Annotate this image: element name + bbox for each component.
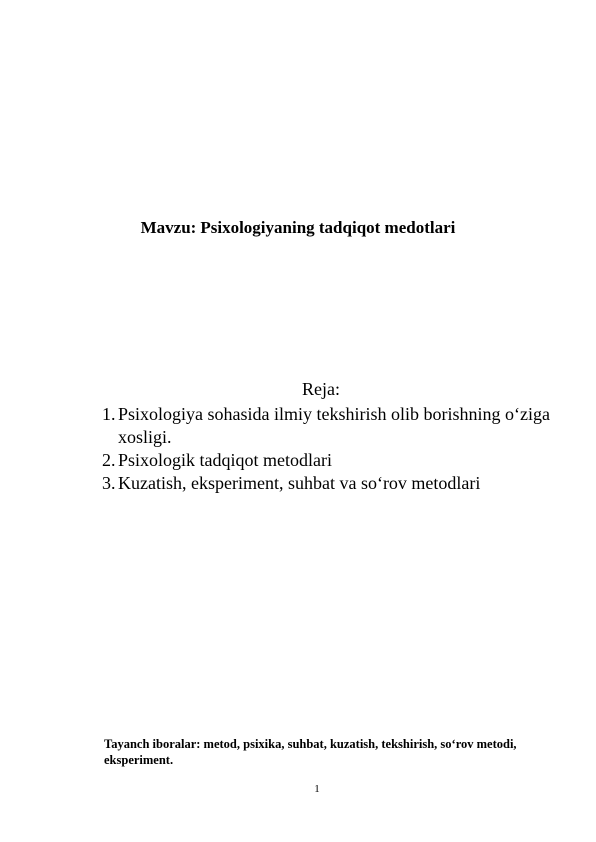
page-number: 1 bbox=[314, 783, 320, 795]
plan-item bbox=[0, 449, 558, 472]
plan-section bbox=[0, 378, 596, 495]
plan-item bbox=[0, 472, 558, 495]
plan-item-text: Kuzatish, eksperiment, suhbat va so‘rov metodlari bbox=[118, 473, 481, 493]
plan-item-number: 1. bbox=[102, 404, 116, 424]
plan-item-number: 3. bbox=[102, 473, 116, 493]
plan-item-number: 2. bbox=[102, 450, 116, 470]
keywords-paragraph: Tayanch iboralar: metod, psixika, suhbat, kuzatish, tekshirish, so‘rov metodi, eksperiment. bbox=[104, 737, 517, 767]
plan-item bbox=[0, 403, 558, 449]
title-label: Mavzu: bbox=[140, 218, 197, 237]
page-title bbox=[0, 218, 596, 238]
plan-item-text: Psixologiya sohasida ilmiy tekshirish olib borishning o‘ziga xosligi. bbox=[118, 404, 550, 447]
plan-list bbox=[0, 403, 596, 495]
plan-item-text: Psixologik tadqiqot metodlari bbox=[118, 450, 332, 470]
title-text: Psixologiyaning tadqiqot medotlari bbox=[200, 218, 456, 237]
plan-heading: Reja: bbox=[302, 379, 340, 399]
